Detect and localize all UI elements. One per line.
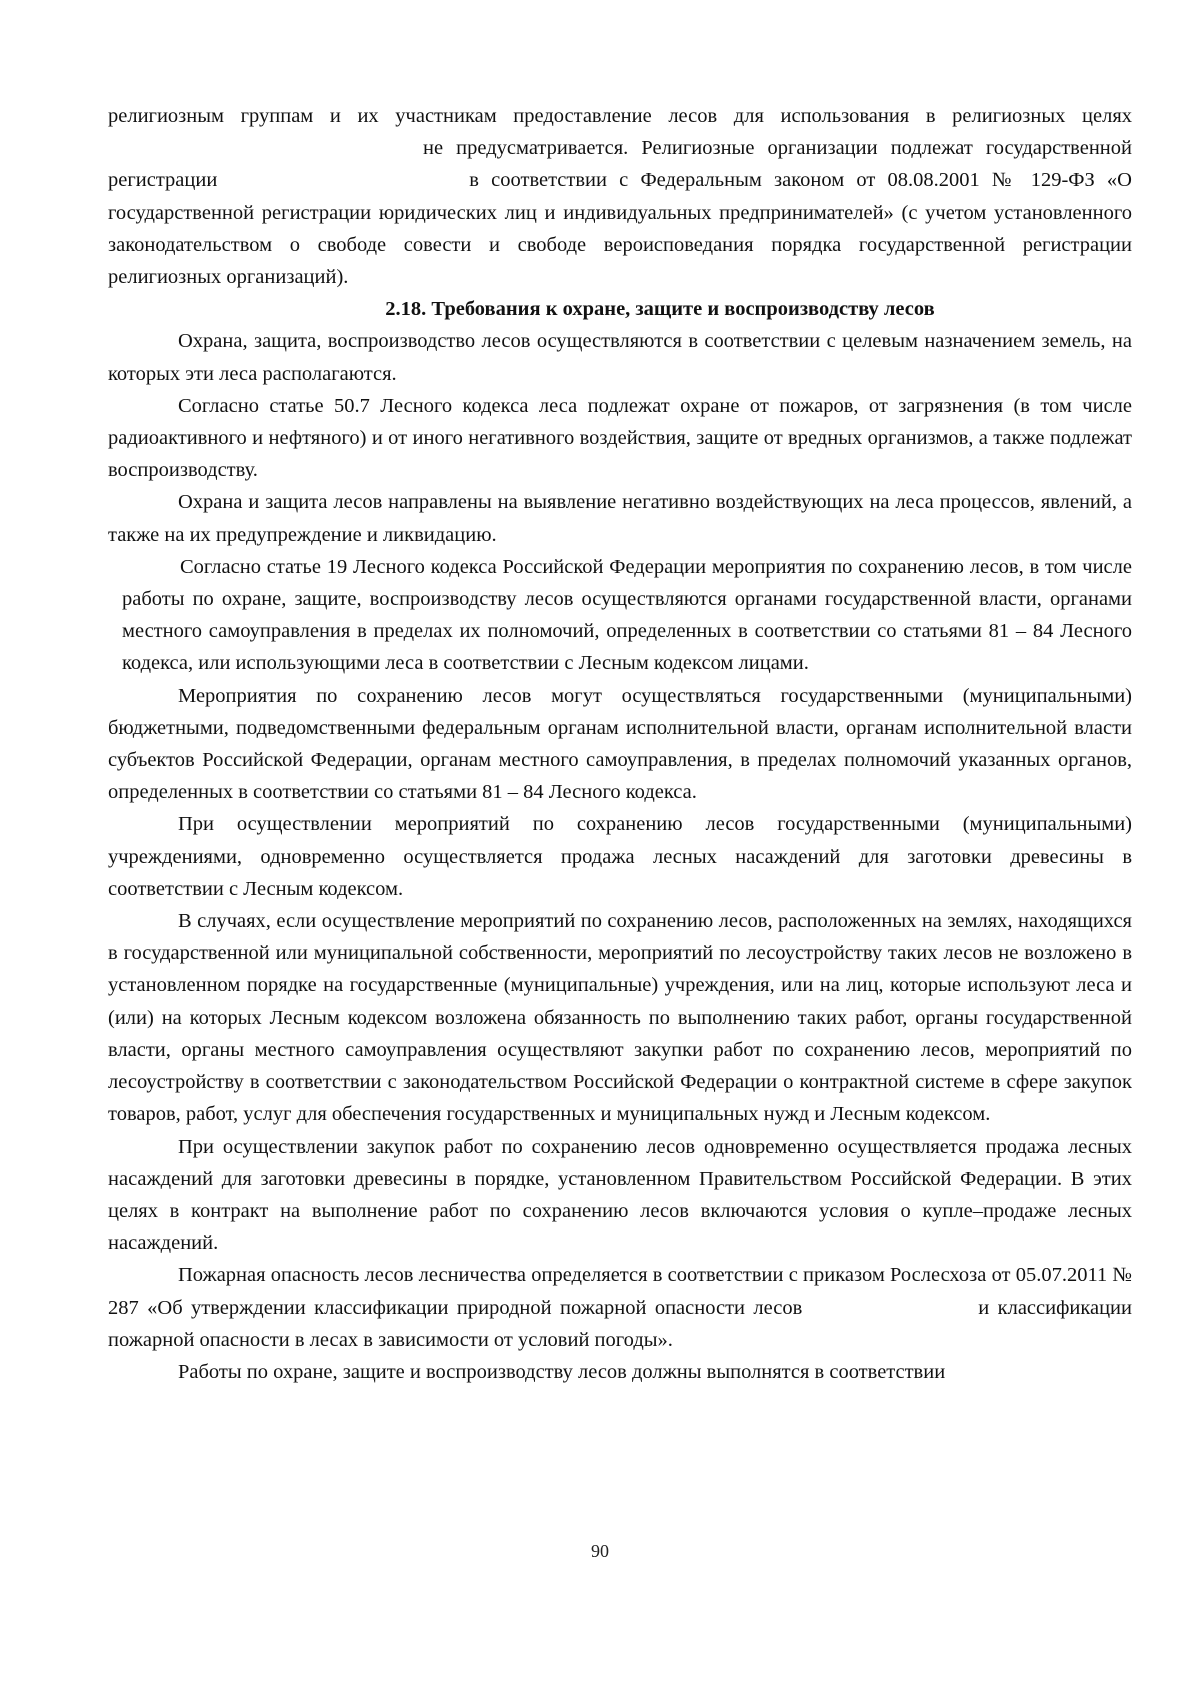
paragraph-religious-groups <box>108 100 1132 293</box>
paragraph-timber-sale: При осуществлении мероприятий по сохранению лесов государственными (муниципальными) учреждениями, одновременно осуществляется продажа лесных насаждений для заготовки древесины в соответствии с Лесным кодексом. <box>108 813 1132 900</box>
paragraph-procurement-cases: В случаях, если осуществление мероприятий по сохранению лесов, расположенных на землях, находящихся в государственной или муниципальной собственности, мероприятий по лесоустройству таких лесов не возложено в установленном порядке на государственные (муниципальные) учреждения, или на лиц, которые используют леса и (или) на которых Лесным кодексом возложена обязанность по выполнению таких работ, органы государственной власти, органы местного самоуправления осуществляют закупки работ по сохранению лесов, мероприятий по лесоустройству в соответствии с законодательством Российской Федерации о контрактной системе в сфере закупок товаров, работ, услуг для обеспечения государственных и муниципальных нужд и Лесным кодексом. <box>108 910 1132 1126</box>
text-segment: в соответствии с Федеральным законом от 08.08.2001 № 129-ФЗ «О государственной регистрации юридических лиц и индивидуальных предпринимателей» (с учетом установленного законодательством о свободе совести и свободе вероисповедания порядка государственной регистрации религиозных организаций). <box>108 169 1132 289</box>
paragraph-protection-aims: Охрана и защита лесов направлены на выявление негативно воздействующих на леса процессов, явлений, а также на их предупреждение и ликвидацию. <box>108 491 1132 546</box>
text-segment: религиозным группам и их участникам предоставление лесов для использования в религиозных целях <box>108 105 1132 127</box>
text-segment: и классификации пожарной опасности в лесах в зависимости от условий погоды». <box>108 1296 1132 1351</box>
paragraph-budget-institutions: Мероприятия по сохранению лесов могут осуществляться государственными (муниципальными) бюджетными, подведомственными федеральным органам исполнительной власти, органам исполнительной власти субъектов Российской Федерации, органам местного самоуправления, в пределах полномочий указанных органов, определенных в соответствии со статьями 81 – 84 Лесного кодекса. <box>108 684 1132 804</box>
paragraph-works-requirements: Работы по охране, защите и воспроизводству лесов должны выполнятся в соответствии <box>178 1360 946 1383</box>
paragraph-procurement-sale: При осуществлении закупок работ по сохранению лесов одновременно осуществляется продажа лесных насаждений для заготовки древесины в порядке, установленном Правительством Российской Федерации. В этих целях в контракт на выполнение работ по сохранению лесов включаются условия о купле–продаже лесных насаждений. <box>108 1135 1132 1255</box>
section-heading: 2.18. Требования к охране, защите и воспроизводству лесов <box>385 298 935 321</box>
text-segment: не предусматривается. Религиозные организации подлежат государственной регистрации <box>108 137 1132 192</box>
paragraph-article-50-7: Согласно статье 50.7 Лесного кодекса леса подлежат охране от пожаров, от загрязнения (в том числе радиоактивного и нефтяного) и от иного негативного воздействия, защите от вредных организмов, а также подлежат воспроизводству. <box>108 394 1132 482</box>
paragraph-protection-purpose: Охрана, защита, воспроизводство лесов осуществляются в соответствии с целевым назначением земель, на которых эти леса располагаются. <box>108 330 1132 385</box>
text-segment: Пожарная опасность лесов лесничества определяется в соответствии с приказом Рослесхоза от 05.07.2011 № 287 «Об утверждении классификации природной пожарной опасности лесов <box>108 1264 1132 1319</box>
page-number: 90 <box>591 1541 609 1561</box>
paragraph-article-19: Согласно статье 19 Лесного кодекса Российской Федерации мероприятия по сохранению лесов, в том числе работы по охране, защите, воспроизводству лесов осуществляются органами государственной власти, органами местного самоуправления в пределах их полномочий, определенных в соответствии со статьями 81 – 84 Лесного кодекса, или использующими леса в соответствии с Лесным кодексом лицами. <box>122 555 1132 675</box>
paragraph-fire-danger <box>108 1259 1132 1356</box>
document-text <box>108 100 1132 1388</box>
